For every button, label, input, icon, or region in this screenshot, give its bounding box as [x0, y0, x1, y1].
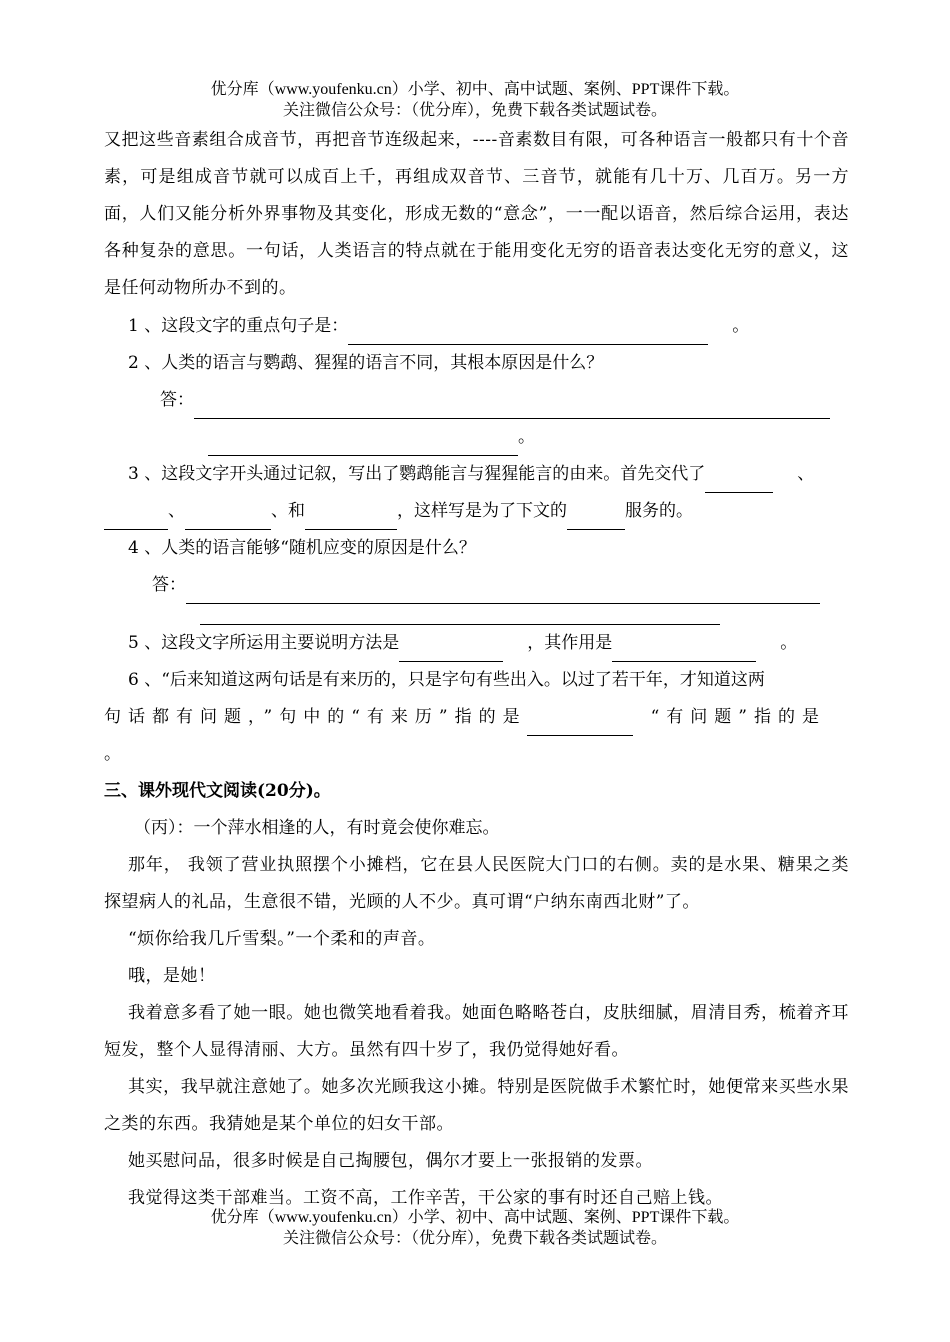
question-6-line-3: 。: [104, 744, 121, 764]
story-paragraph: 其实，我早就注意她了。她多次光顾我这小摊。特别是医院做手术繁忙时，她便常来买些水果之类的东西。我猜她是某个单位的妇女干部。: [104, 1077, 849, 1134]
question-4-answer-line-2[interactable]: [200, 604, 720, 625]
question-2-answer: [104, 382, 849, 419]
question-6-text-a: 句话都有问题，”句中的“有来历”指的是: [104, 707, 527, 727]
question-2-answer-label: 答：: [160, 390, 194, 410]
question-2-suffix: 。: [518, 427, 535, 447]
section-3-subtitle: （丙）：一个萍水相逢的人，有时竟会使你难忘。: [134, 818, 500, 838]
footer-line-2: 关注微信公众号：（优分库），免费下载各类试题试卷。: [282, 1230, 667, 1247]
question-6-line-1: 6 、“后来知道这两句话是有来历的，只是字句有些出入。以过了若干年，才知道这两: [128, 670, 765, 690]
question-3-blank-1[interactable]: [705, 472, 773, 493]
question-5-blank-1[interactable]: [399, 641, 503, 662]
question-4-answer-line-1[interactable]: [186, 583, 820, 604]
question-3-cont: [104, 493, 849, 530]
question-3-blank-2[interactable]: [104, 509, 168, 530]
question-6-line-2: [104, 699, 849, 736]
question-3-sep-3: 、和: [271, 501, 305, 521]
question-3-sep-2: 、: [168, 501, 185, 521]
question-5-text-c: 。: [780, 633, 798, 653]
document-body: [104, 122, 849, 1217]
story-paragraph: 她买慰问品，很多时候是自己掏腰包，偶尔才要上一张报销的发票。: [128, 1151, 653, 1171]
story-paragraph: 那年， 我领了营业执照摆个小摊档，它在县人民医院大门口的右侧。卖的是水果、糖果之类探望病人的礼品，生意很不错，光顾的人不少。真可谓“户纳东南西北财”了。: [104, 855, 849, 912]
question-1-suffix: 。: [732, 316, 750, 336]
header-line-1: 优分库（www.youfenku.cn）小学、初中、高中试题、案例、PPT课件下载。: [210, 81, 740, 98]
story-paragraph: 我觉得这类干部难当。工资不高，工作辛苦，干公家的事有时还自己赔上钱。: [128, 1188, 723, 1208]
question-2-answer-line-1[interactable]: [194, 398, 830, 419]
question-2-answer-cont: [104, 419, 849, 456]
question-5: [104, 625, 849, 662]
question-4-answer-label: 答：: [152, 575, 186, 595]
question-5-text: 5 、这段文字所运用主要说明方法是: [128, 633, 400, 653]
question-2: 2 、人类的语言与鹦鹉、猩猩的语言不同，其根本原因是什么？: [128, 353, 604, 373]
question-4-answer-cont: [104, 604, 849, 625]
question-3-blank-4[interactable]: [305, 509, 397, 530]
question-2-answer-line-2[interactable]: [208, 435, 518, 456]
question-3-text-b: ，这样写是为了下文的: [397, 501, 567, 521]
story-paragraph: 哦，是她！: [128, 966, 216, 986]
question-3-blank-3[interactable]: [185, 509, 271, 530]
section-3-title: 三、课外现代文阅读(20分)。: [104, 781, 331, 801]
header-line-2: 关注微信公众号：（优分库），免费下载各类试题试卷。: [282, 102, 667, 119]
question-3-sep-1: 、: [797, 464, 815, 484]
question-3: [104, 456, 849, 493]
question-1-text: 1 、这段文字的重点句子是：: [128, 316, 349, 336]
story-paragraph: 我着意多看了她一眼。她也微笑地看着我。她面色略略苍白，皮肤细腻，眉清目秀，梳着齐耳短发，整个人显得清丽、大方。虽然有四十岁了，我仍觉得她好看。: [104, 1003, 849, 1060]
question-3-text: 3 、这段文字开头通过记叙，写出了鹦鹉能言与猩猩能言的由来。首先交代了: [128, 464, 706, 484]
question-3-blank-5[interactable]: [567, 509, 625, 530]
question-1-blank[interactable]: [348, 324, 708, 345]
question-5-text-b: ，其作用是: [527, 633, 613, 653]
question-6-blank-1[interactable]: [527, 715, 633, 736]
page-header: [0, 79, 950, 121]
question-4: 4 、人类的语言能够“随机应变的原因是什么？: [128, 538, 476, 558]
question-6-text-b: “有问题”指的是: [650, 707, 826, 727]
question-5-blank-2[interactable]: [612, 641, 756, 662]
question-1: [104, 308, 849, 345]
question-4-answer: [104, 567, 849, 604]
story-paragraph: “烦你给我几斤雪梨。”一个柔和的声音。: [128, 929, 436, 949]
passage-paragraph: 又把这些音素组合成音节，再把音节连级起来，----音素数目有限，可各种语言一般都只有十个音素，可是组成音节就可以成百上千，再组成双音节、三音节，就能有几十万、几百万。另一方面，人们又能分析外界事物及其变化，形成无数的“意念”，一一配以语音，然后综合运用，表达各种复杂的意思。一句话，人类语言的特点就在于能用变化无穷的语音表达变化无穷的意义，这是任何动物所办不到的。: [104, 130, 849, 298]
question-3-text-c: 服务的。: [625, 501, 693, 521]
footer-line-1: 优分库（www.youfenku.cn）小学、初中、高中试题、案例、PPT课件下载。: [210, 1209, 740, 1226]
page-footer: [0, 1207, 950, 1249]
